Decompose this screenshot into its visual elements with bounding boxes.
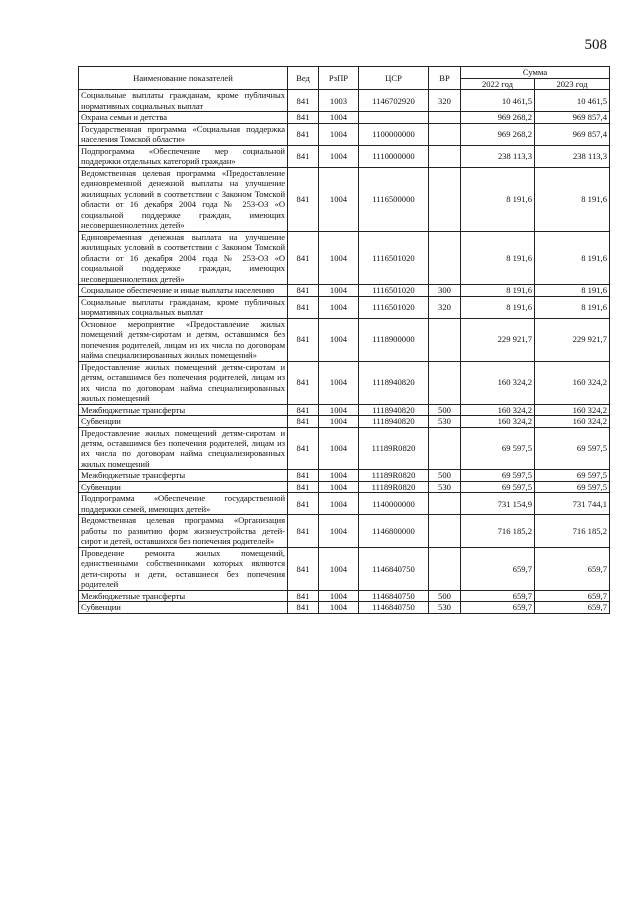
row-sum-2022-cell: 8 191,6 bbox=[461, 296, 535, 318]
row-vr-cell bbox=[429, 231, 461, 284]
table-row bbox=[79, 416, 610, 427]
row-name-cell: Социальные выплаты гражданам, кроме публичных нормативных социальных выплат bbox=[79, 90, 288, 112]
row-rzpr-cell: 1004 bbox=[319, 112, 359, 123]
row-rzpr-cell: 1004 bbox=[319, 427, 359, 470]
row-rzpr-cell: 1004 bbox=[319, 481, 359, 492]
row-vr-cell bbox=[429, 318, 461, 361]
row-ved-cell: 841 bbox=[288, 547, 319, 590]
row-vr-cell bbox=[429, 361, 461, 404]
row-name-cell: Межбюджетные трансферты bbox=[79, 590, 288, 601]
row-sum-2022-cell: 229 921,7 bbox=[461, 318, 535, 361]
row-sum-2023-cell: 659,7 bbox=[535, 602, 610, 613]
header-name: Наименование показателей bbox=[79, 67, 288, 90]
row-vr-cell bbox=[429, 167, 461, 231]
row-sum-2022-cell: 731 154,9 bbox=[461, 493, 535, 515]
row-ved-cell: 841 bbox=[288, 602, 319, 613]
row-name-cell: Проведение ремонта жилых помещений, единственными собственниками которых являются дети-сироты и дети, оставшиеся без попечения родителей bbox=[79, 547, 288, 590]
row-name-cell: Субвенции bbox=[79, 416, 288, 427]
row-ved-cell: 841 bbox=[288, 112, 319, 123]
row-sum-2022-cell: 160 324,2 bbox=[461, 404, 535, 415]
row-name-cell: Ведомственная целевая программа «Предоставление единовременной денежной выплаты на улучшение жилищных условий в соответствии с Законом Томской области от 16 декабря 2004 года № 253-ОЗ «О социальной поддержке граждан, имеющих несовершеннолетних детей» bbox=[79, 167, 288, 231]
row-rzpr-cell: 1004 bbox=[319, 285, 359, 296]
row-sum-2022-cell: 160 324,2 bbox=[461, 361, 535, 404]
row-ved-cell: 841 bbox=[288, 404, 319, 415]
table-row bbox=[79, 296, 610, 318]
row-vr-cell bbox=[429, 112, 461, 123]
row-csr-cell: 1118900000 bbox=[359, 318, 429, 361]
row-csr-cell: 1116501020 bbox=[359, 285, 429, 296]
row-sum-2023-cell: 8 191,6 bbox=[535, 231, 610, 284]
row-sum-2023-cell: 69 597,5 bbox=[535, 470, 610, 481]
header-sum: Сумма bbox=[461, 67, 610, 79]
row-vr-cell: 320 bbox=[429, 296, 461, 318]
row-sum-2022-cell: 69 597,5 bbox=[461, 481, 535, 492]
row-ved-cell: 841 bbox=[288, 145, 319, 167]
table-row bbox=[79, 515, 610, 547]
row-name-cell: Предоставление жилых помещений детям-сиротам и детям, оставшимся без попечения родителей, лицам из их числа по договорам найма специализированных жилых помещений bbox=[79, 361, 288, 404]
table-row bbox=[79, 404, 610, 415]
row-name-cell: Государственная программа «Социальная поддержка населения Томской области» bbox=[79, 123, 288, 145]
row-name-cell: Социальное обеспечение и иные выплаты населению bbox=[79, 285, 288, 296]
row-sum-2022-cell: 659,7 bbox=[461, 590, 535, 601]
row-rzpr-cell: 1004 bbox=[319, 493, 359, 515]
row-name-cell: Предоставление жилых помещений детям-сиротам и детям, оставшимся без попечения родителей, лицам из их числа по договорам найма специализированных жилых помещений bbox=[79, 427, 288, 470]
row-csr-cell: 1146840750 bbox=[359, 590, 429, 601]
row-vr-cell: 530 bbox=[429, 481, 461, 492]
table-row bbox=[79, 493, 610, 515]
row-name-cell: Единовременная денежная выплата на улучшение жилищных условий в соответствии с Законом Томской области от 16 декабря 2004 года № 253-ОЗ «О социальной поддержке граждан, имеющих несовершеннолетних детей» bbox=[79, 231, 288, 284]
row-sum-2023-cell: 160 324,2 bbox=[535, 404, 610, 415]
row-sum-2023-cell: 969 857,4 bbox=[535, 112, 610, 123]
row-name-cell: Социальные выплаты гражданам, кроме публичных нормативных социальных выплат bbox=[79, 296, 288, 318]
row-ved-cell: 841 bbox=[288, 296, 319, 318]
row-name-cell: Субвенции bbox=[79, 602, 288, 613]
row-csr-cell: 11189R0820 bbox=[359, 427, 429, 470]
table-row bbox=[79, 90, 610, 112]
row-sum-2023-cell: 659,7 bbox=[535, 590, 610, 601]
row-rzpr-cell: 1004 bbox=[319, 602, 359, 613]
row-sum-2023-cell: 69 597,5 bbox=[535, 427, 610, 470]
row-sum-2023-cell: 160 324,2 bbox=[535, 361, 610, 404]
row-sum-2022-cell: 659,7 bbox=[461, 547, 535, 590]
row-vr-cell bbox=[429, 547, 461, 590]
row-csr-cell bbox=[359, 112, 429, 123]
row-ved-cell: 841 bbox=[288, 427, 319, 470]
row-sum-2022-cell: 69 597,5 bbox=[461, 470, 535, 481]
table-row bbox=[79, 427, 610, 470]
row-ved-cell: 841 bbox=[288, 167, 319, 231]
row-vr-cell bbox=[429, 145, 461, 167]
row-sum-2022-cell: 10 461,5 bbox=[461, 90, 535, 112]
table-row bbox=[79, 481, 610, 492]
row-sum-2023-cell: 69 597,5 bbox=[535, 481, 610, 492]
row-csr-cell: 1116500000 bbox=[359, 167, 429, 231]
row-ved-cell: 841 bbox=[288, 515, 319, 547]
row-ved-cell: 841 bbox=[288, 361, 319, 404]
row-vr-cell bbox=[429, 515, 461, 547]
table-row bbox=[79, 361, 610, 404]
header-year-2023: 2023 год bbox=[535, 79, 610, 90]
table-body bbox=[79, 90, 610, 613]
row-sum-2022-cell: 8 191,6 bbox=[461, 285, 535, 296]
header-csr: ЦСР bbox=[359, 67, 429, 90]
table-row bbox=[79, 231, 610, 284]
row-sum-2022-cell: 8 191,6 bbox=[461, 231, 535, 284]
row-vr-cell bbox=[429, 427, 461, 470]
row-ved-cell: 841 bbox=[288, 481, 319, 492]
row-vr-cell bbox=[429, 493, 461, 515]
row-csr-cell: 1118940820 bbox=[359, 404, 429, 415]
row-name-cell: Основное мероприятие «Предоставление жилых помещений детям-сиротам и детям, оставшимся без попечения родителей, лицам из их числа по договорам найма специализированных жилых помещений» bbox=[79, 318, 288, 361]
row-csr-cell: 1110000000 bbox=[359, 145, 429, 167]
row-rzpr-cell: 1004 bbox=[319, 404, 359, 415]
row-ved-cell: 841 bbox=[288, 416, 319, 427]
row-sum-2022-cell: 160 324,2 bbox=[461, 416, 535, 427]
table-row bbox=[79, 602, 610, 613]
row-vr-cell: 530 bbox=[429, 602, 461, 613]
row-csr-cell: 1146702920 bbox=[359, 90, 429, 112]
table-row bbox=[79, 547, 610, 590]
row-ved-cell: 841 bbox=[288, 318, 319, 361]
row-sum-2023-cell: 8 191,6 bbox=[535, 285, 610, 296]
row-sum-2023-cell: 10 461,5 bbox=[535, 90, 610, 112]
row-vr-cell bbox=[429, 123, 461, 145]
row-rzpr-cell: 1004 bbox=[319, 145, 359, 167]
row-csr-cell: 1118940820 bbox=[359, 416, 429, 427]
row-vr-cell: 530 bbox=[429, 416, 461, 427]
budget-table bbox=[78, 66, 610, 614]
row-name-cell: Ведомственная целевая программа «Организация работы по развитию форм жизнеустройства детей-сирот и детей, оставшихся без попечения родителей» bbox=[79, 515, 288, 547]
row-rzpr-cell: 1004 bbox=[319, 167, 359, 231]
header-ved: Вед bbox=[288, 67, 319, 90]
row-sum-2022-cell: 69 597,5 bbox=[461, 427, 535, 470]
row-sum-2023-cell: 659,7 bbox=[535, 547, 610, 590]
row-ved-cell: 841 bbox=[288, 231, 319, 284]
row-rzpr-cell: 1004 bbox=[319, 590, 359, 601]
row-name-cell: Подпрограмма «Обеспечение мер социальной поддержки отдельных категорий граждан» bbox=[79, 145, 288, 167]
row-ved-cell: 841 bbox=[288, 285, 319, 296]
row-sum-2022-cell: 969 268,2 bbox=[461, 112, 535, 123]
table-row bbox=[79, 112, 610, 123]
row-name-cell: Межбюджетные трансферты bbox=[79, 404, 288, 415]
row-rzpr-cell: 1004 bbox=[319, 231, 359, 284]
row-csr-cell: 1146840750 bbox=[359, 602, 429, 613]
row-rzpr-cell: 1004 bbox=[319, 416, 359, 427]
row-ved-cell: 841 bbox=[288, 470, 319, 481]
row-rzpr-cell: 1003 bbox=[319, 90, 359, 112]
row-rzpr-cell: 1004 bbox=[319, 361, 359, 404]
row-vr-cell: 320 bbox=[429, 90, 461, 112]
page-number: 508 bbox=[584, 37, 607, 53]
row-csr-cell: 1118940820 bbox=[359, 361, 429, 404]
table-row bbox=[79, 123, 610, 145]
row-sum-2022-cell: 238 113,3 bbox=[461, 145, 535, 167]
row-sum-2023-cell: 716 185,2 bbox=[535, 515, 610, 547]
row-ved-cell: 841 bbox=[288, 493, 319, 515]
row-rzpr-cell: 1004 bbox=[319, 123, 359, 145]
row-rzpr-cell: 1004 bbox=[319, 296, 359, 318]
row-csr-cell: 11189R0820 bbox=[359, 481, 429, 492]
row-sum-2022-cell: 969 268,2 bbox=[461, 123, 535, 145]
row-sum-2023-cell: 8 191,6 bbox=[535, 296, 610, 318]
row-name-cell: Охрана семьи и детства bbox=[79, 112, 288, 123]
row-vr-cell: 300 bbox=[429, 285, 461, 296]
row-sum-2023-cell: 969 857,4 bbox=[535, 123, 610, 145]
row-name-cell: Межбюджетные трансферты bbox=[79, 470, 288, 481]
table-row bbox=[79, 145, 610, 167]
row-vr-cell: 500 bbox=[429, 404, 461, 415]
row-csr-cell: 1116501020 bbox=[359, 231, 429, 284]
row-csr-cell: 1116501020 bbox=[359, 296, 429, 318]
row-vr-cell: 500 bbox=[429, 470, 461, 481]
row-csr-cell: 1146800000 bbox=[359, 515, 429, 547]
row-rzpr-cell: 1004 bbox=[319, 318, 359, 361]
row-csr-cell: 1140000000 bbox=[359, 493, 429, 515]
table-row bbox=[79, 590, 610, 601]
row-vr-cell: 500 bbox=[429, 590, 461, 601]
row-csr-cell: 11189R0820 bbox=[359, 470, 429, 481]
table-row bbox=[79, 285, 610, 296]
row-rzpr-cell: 1004 bbox=[319, 470, 359, 481]
row-csr-cell: 1146840750 bbox=[359, 547, 429, 590]
row-sum-2023-cell: 229 921,7 bbox=[535, 318, 610, 361]
table-row bbox=[79, 167, 610, 231]
header-vr: ВР bbox=[429, 67, 461, 90]
row-ved-cell: 841 bbox=[288, 123, 319, 145]
row-ved-cell: 841 bbox=[288, 90, 319, 112]
row-sum-2023-cell: 238 113,3 bbox=[535, 145, 610, 167]
row-sum-2023-cell: 8 191,6 bbox=[535, 167, 610, 231]
row-sum-2023-cell: 160 324,2 bbox=[535, 416, 610, 427]
row-sum-2022-cell: 8 191,6 bbox=[461, 167, 535, 231]
row-name-cell: Субвенции bbox=[79, 481, 288, 492]
table-row bbox=[79, 470, 610, 481]
row-sum-2023-cell: 731 744,1 bbox=[535, 493, 610, 515]
row-name-cell: Подпрограмма «Обеспечение государственной поддержки семей, имеющих детей» bbox=[79, 493, 288, 515]
table-row bbox=[79, 318, 610, 361]
row-rzpr-cell: 1004 bbox=[319, 547, 359, 590]
row-csr-cell: 1100000000 bbox=[359, 123, 429, 145]
header-rzpr: РзПР bbox=[319, 67, 359, 90]
row-sum-2022-cell: 659,7 bbox=[461, 602, 535, 613]
row-sum-2022-cell: 716 185,2 bbox=[461, 515, 535, 547]
header-year-2022: 2022 год bbox=[461, 79, 535, 90]
row-rzpr-cell: 1004 bbox=[319, 515, 359, 547]
row-ved-cell: 841 bbox=[288, 590, 319, 601]
